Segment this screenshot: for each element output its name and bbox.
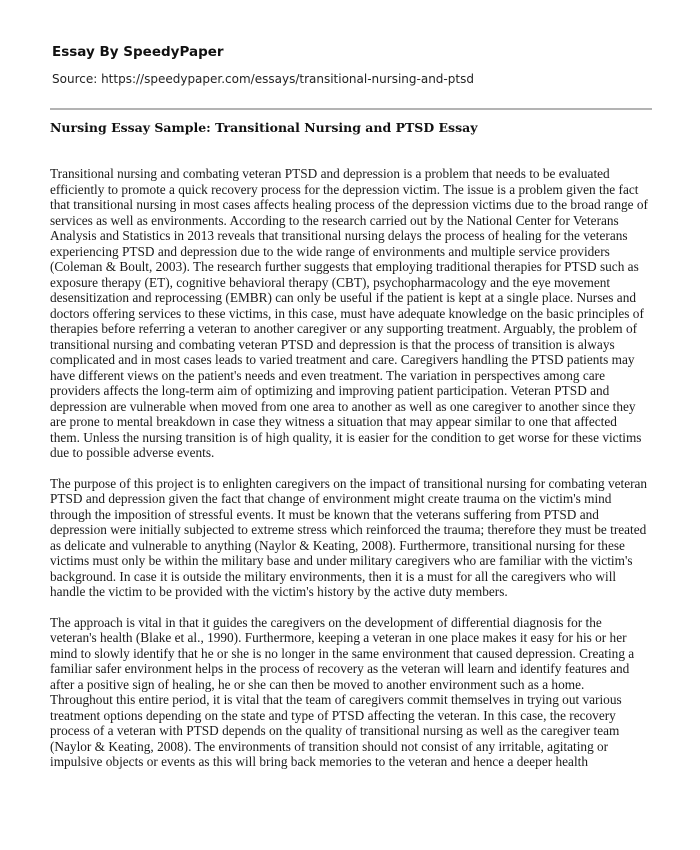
essay-title: Nursing Essay Sample: Transitional Nursing and PTSD Essay xyxy=(50,120,478,135)
brand-title: Essay By SpeedyPaper xyxy=(52,44,224,60)
essay-paragraph: The purpose of this project is to enlighten caregivers on the impact of transitional nursing for combating veteran PTSD and depression given the fact that change of environment might create trauma on the victim's mind through the imposition of stressful events. It must be known that the veterans suffering from PTSD and depression were initially subjected to extreme stress which reinforced the trauma; therefore they must be treated as delicate and vulnerable to anything (Naylor & Keating, 2008). Furthermore, transitional nursing for these victims must only be within the military base and under military caregivers who are familiar with the victim's background. In case it is outside the military environments, then it is a must for all the caregivers who will handle the victim to be provided with the victim's history by the active duty members. xyxy=(50,475,648,599)
header-divider xyxy=(50,108,652,110)
essay-paragraph: The approach is vital in that it guides the caregivers on the development of differential diagnosis for the veteran's health (Blake et al., 1990). Furthermore, keeping a veteran in one place makes it easy for his or her mind to slowly identify that he or she is no longer in the same environment that caused depression. Creating a familiar safer environment helps in the process of recovery as the veteran will learn and identify features and after a positive sign of healing, he or she can then be moved to another environment such as a home. Throughout this entire period, it is vital that the team of caregivers commit themselves in trying out various treatment options depending on the state and type of PTSD affecting the veteran. In this case, the recovery process of a veteran with PTSD depends on the quality of transitional nursing as well as the caregiver team (Naylor & Keating, 2008). The environments of transition should not consist of any irritable, agitating or impulsive objects or events as this will bring back memories to the veteran and hence a deeper health xyxy=(50,614,635,769)
essay-body xyxy=(50,166,650,785)
essay-paragraph: Transitional nursing and combating veteran PTSD and depression is a problem that needs to be evaluated efficiently to promote a quick recovery process for the depression victim. The issue is a problem given the fact that transitional nursing in most cases affects healing process of the depression victims due to the broad range of services as well as environments. According to the research carried out by the National Center for Veterans Analysis and Statistics in 2013 reveals that transitional nursing delays the process of healing for the veterans experiencing PTSD and depression due to the wide range of environments and multiple service providers (Coleman & Boult, 2003). The research further suggests that employing traditional therapies for PTSD such as exposure therapy (ET), cognitive behavioral therapy (CBT), psychopharmacology and the eye movement desensitization and reprocessing (EMBR) can only be useful if the patient is kept at a single place. Nurses and doctors offering services to these victims, in this case, must have adequate knowledge on the basic principles of therapies before referring a veteran to another caregiver or any supporting treatment. Arguably, the problem of transitional nursing and combating veteran PTSD and depression is that the process of transition is always complicated and in most cases leads to varied treatment and care. Caregivers handling the PTSD patients may have different views on the patient's needs and even treatment. The variation in perspectives among care providers affects the long-term aim of optimizing and improving patient participation. Veteran PTSD and depression are vulnerable when moved from one area to another as well as one caregiver to another since they are prone to mental breakdown in case they witness a situation that may appear similar to one that affected them. Unless the nursing transition is of high quality, it is easier for the condition to get worse for these victims due to possible adverse events. xyxy=(50,166,648,460)
source-line: Source: https://speedypaper.com/essays/transitional-nursing-and-ptsd xyxy=(52,72,474,86)
